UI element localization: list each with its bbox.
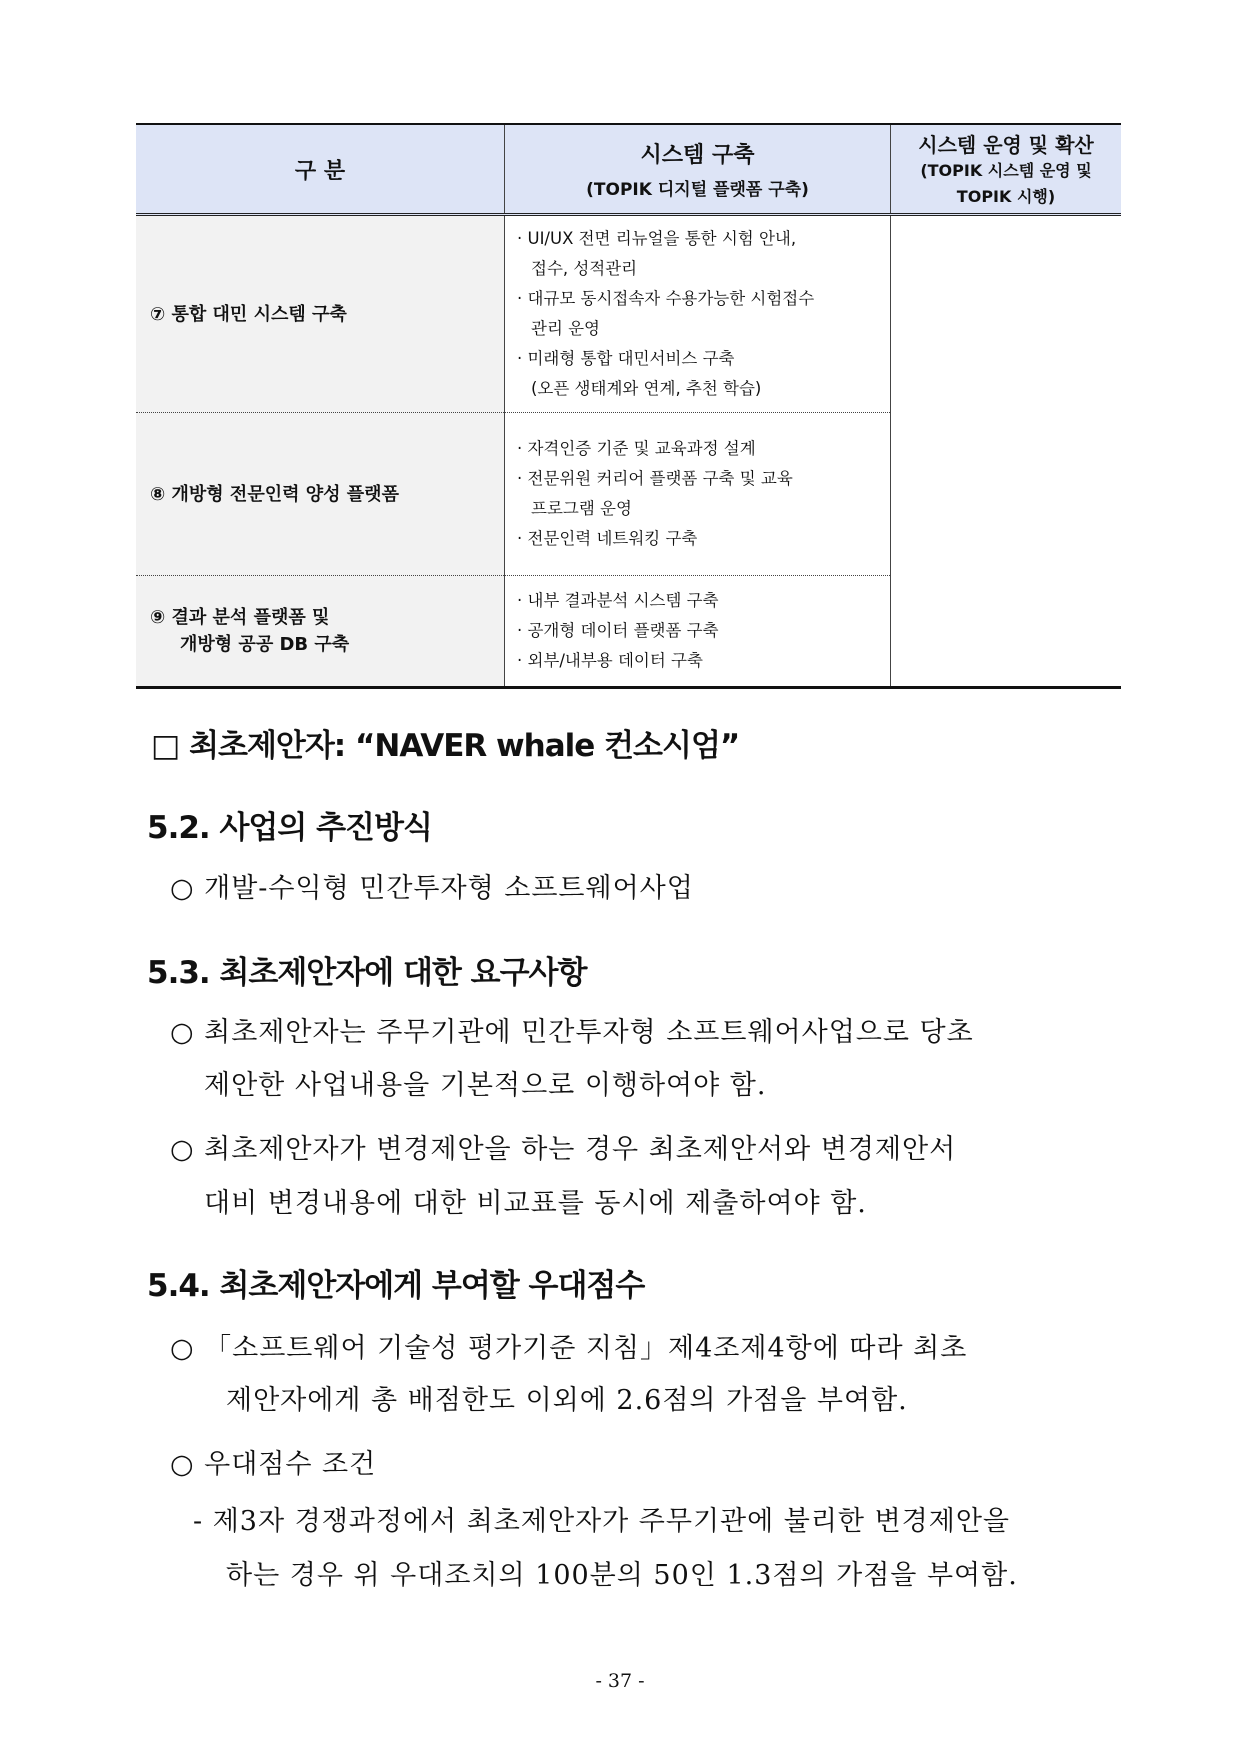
row-details xyxy=(505,215,891,413)
section-5-2-item: ○ 개발-수익형 민간투자형 소프트웨어사업 xyxy=(170,873,694,904)
header-operation-title: 시스템 운영 및 확산 xyxy=(918,132,1094,157)
detail-line: · 외부/내부용 데이터 구축 xyxy=(517,651,703,670)
category-line: 개방형 공공 DB 구축 xyxy=(180,634,350,655)
section-5-3-title: 5.3. 최초제안자에 대한 요구사항 xyxy=(147,955,587,991)
s53-para1-line2: 제안한 사업내용을 기본적으로 이행하여야 함. xyxy=(204,1070,767,1101)
header-system-build-sub: (TOPIK 디지털 플랫폼 구축) xyxy=(586,180,809,200)
s53-para1-line1: ○ 최초제안자는 주무기관에 민간투자형 소프트웨어사업으로 당초 xyxy=(170,1017,974,1048)
detail-line: 관리 운영 xyxy=(531,319,601,338)
detail-line: · 대규모 동시접속자 수용가능한 시험접수 xyxy=(517,289,815,308)
detail-line: · 전문위원 커리어 플랫폼 구축 및 교육 xyxy=(517,469,793,488)
s54-para3-line1: - 제3자 경쟁과정에서 최초제안자가 주무기관에 불리한 변경제안을 xyxy=(193,1506,1011,1537)
detail-line: · UI/UX 전면 리뉴얼을 통한 시험 안내, xyxy=(517,229,797,248)
header-operation-sub: TOPIK 시행) xyxy=(956,186,1056,206)
detail-line: 접수, 성적관리 xyxy=(531,259,638,278)
section-5-4-title: 5.4. 최초제안자에게 부여할 우대점수 xyxy=(147,1268,645,1304)
detail-line: 프로그램 운영 xyxy=(531,499,632,518)
header-system-build-title: 시스템 구축 xyxy=(640,143,755,168)
detail-line: · 전문인력 네트워킹 구축 xyxy=(517,529,698,548)
row-details xyxy=(505,576,891,688)
s54-para1-line2: 제안자에게 총 배점한도 이외에 2.6점의 가점을 부여함. xyxy=(226,1385,908,1416)
detail-line: · 공개형 데이터 플랫폼 구축 xyxy=(517,621,719,640)
s53-para2-line2: 대비 변경내용에 대한 비교표를 동시에 제출하여야 함. xyxy=(204,1188,867,1219)
s54-para2: ○ 우대점수 조건 xyxy=(170,1449,377,1480)
detail-line: · 내부 결과분석 시스템 구축 xyxy=(517,591,719,610)
section-5-2-title: 5.2. 사업의 추진방식 xyxy=(147,810,432,846)
header-operation-sub: (TOPIK 시스템 운영 및 xyxy=(920,160,1092,180)
detail-line: · 자격인증 기준 및 교육과정 설계 xyxy=(517,439,756,458)
operation-cell xyxy=(891,215,1122,688)
row-category: ⑧ 개방형 전문인력 양성 플랫폼 xyxy=(136,413,505,576)
header-category: 구 분 xyxy=(136,124,505,215)
proposer-heading: □ 최초제안자: “NAVER whale 컨소시엄” xyxy=(151,728,740,764)
category-line: ⑨ 결과 분석 플랫폼 및 xyxy=(150,607,330,628)
row-category: ⑦ 통합 대민 시스템 구축 xyxy=(136,215,505,413)
row-details xyxy=(505,413,891,576)
s54-para3-line2: 하는 경우 위 우대조치의 100분의 50인 1.3점의 가점을 부여함. xyxy=(226,1560,1018,1591)
page-number: - 37 - xyxy=(595,1670,645,1692)
detail-line: · 미래형 통합 대민서비스 구축 xyxy=(517,349,735,368)
table-row xyxy=(136,215,1121,413)
s53-para2-line1: ○ 최초제안자가 변경제안을 하는 경우 최초제안서와 변경제안서 xyxy=(170,1134,957,1165)
s54-para1-line1: ○ 「소프트웨어 기술성 평가기준 지침」제4조제4항에 따라 최초 xyxy=(170,1333,968,1364)
header-operation xyxy=(891,124,1122,215)
project-table xyxy=(136,123,1121,689)
header-system-build xyxy=(505,124,891,215)
detail-line: (오픈 생태계와 연계, 추천 학습) xyxy=(531,379,762,398)
row-category xyxy=(136,576,505,688)
